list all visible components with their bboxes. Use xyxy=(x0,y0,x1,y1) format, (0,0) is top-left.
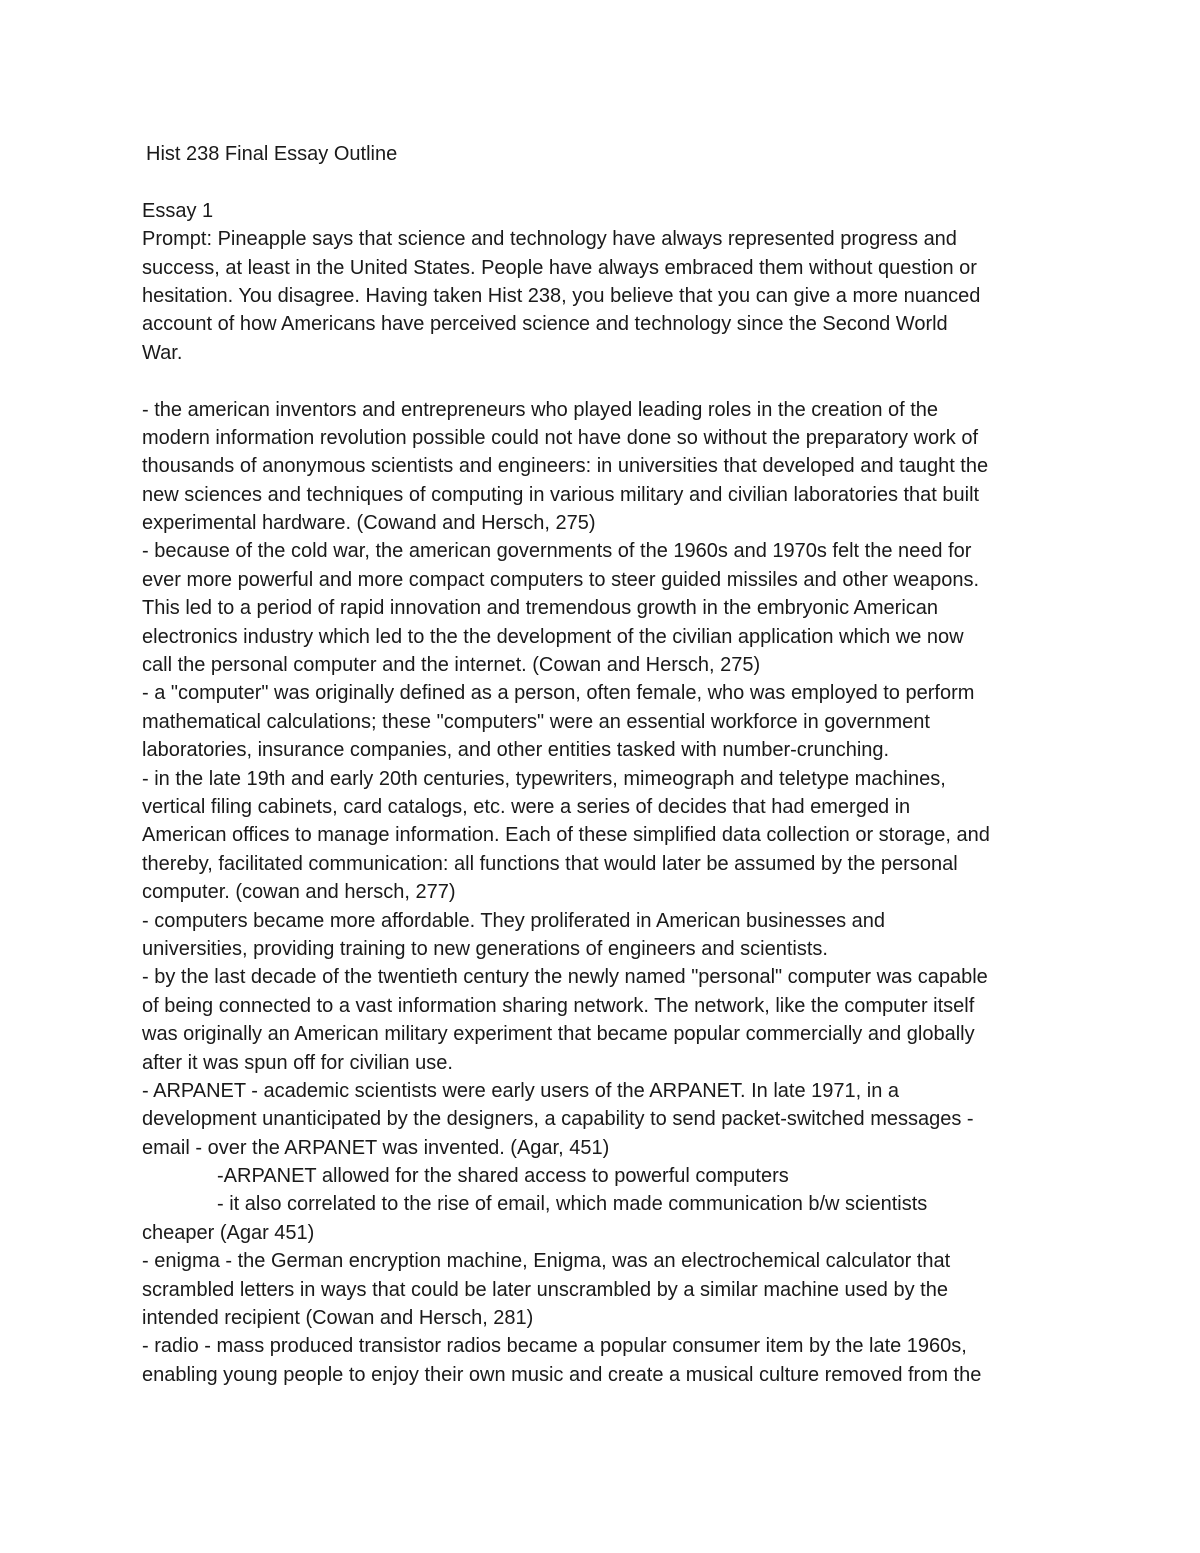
note-line: new sciences and techniques of computing in various military and civilian laboratories that built xyxy=(142,483,980,506)
note-line: was originally an American military experiment that became popular commercially and globally xyxy=(142,1023,975,1046)
note-line: - computers became more affordable. They proliferated in American businesses and xyxy=(142,909,885,932)
blank-line xyxy=(142,168,1072,196)
note-line: American offices to manage information. Each of these simplified data collection or storage, and xyxy=(142,824,990,847)
note-line: ever more powerful and more compact computers to steer guided missiles and other weapons. xyxy=(142,568,980,591)
prompt-line: Prompt: Pineapple says that science and technology have always represented progress and xyxy=(142,228,957,251)
prompt-line: account of how Americans have perceived science and technology since the Second World xyxy=(142,313,948,336)
note-line: vertical filing cabinets, card catalogs, etc. were a series of decides that had emerged in xyxy=(142,795,911,818)
note-line: - enigma - the German encryption machine, Enigma, was an electrochemical calculator that xyxy=(142,1250,951,1273)
prompt-paragraph xyxy=(142,225,1072,367)
note-line: enabling young people to enjoy their own music and create a musical culture removed from the xyxy=(142,1363,982,1386)
indented-note-line: - it also correlated to the rise of email, which made communication b/w scientists xyxy=(217,1193,928,1216)
note-line: - in the late 19th and early 20th centuries, typewriters, mimeograph and teletype machines, xyxy=(142,767,946,790)
note-line: intended recipient (Cowan and Hersch, 281) xyxy=(142,1307,534,1330)
note-line: - radio - mass produced transistor radios became a popular consumer item by the late 1960s, xyxy=(142,1335,967,1358)
essay-heading: Essay 1 xyxy=(142,199,214,222)
document-body xyxy=(142,140,1072,1389)
indented-note-line: -ARPANET allowed for the shared access to powerful computers xyxy=(217,1165,789,1188)
blank-line xyxy=(142,367,1072,395)
note-line: scrambled letters in ways that could be later unscrambled by a similar machine used by the xyxy=(142,1278,948,1301)
prompt-line: hesitation. You disagree. Having taken Hist 238, you believe that you can give a more nuanced xyxy=(142,284,981,307)
note-line: computer. (cowan and hersch, 277) xyxy=(142,881,456,904)
note-line: - ARPANET - academic scientists were early users of the ARPANET. In late 1971, in a xyxy=(142,1079,899,1102)
note-line: experimental hardware. (Cowand and Hersch, 275) xyxy=(142,512,596,535)
note-line: - the american inventors and entrepreneurs who played leading roles in the creation of the xyxy=(142,398,939,421)
note-line: - by the last decade of the twentieth century the newly named "personal" computer was capable xyxy=(142,966,988,989)
note-line: - a "computer" was originally defined as a person, often female, who was employed to perform xyxy=(142,682,975,705)
prompt-line: success, at least in the United States. People have always embraced them without question or xyxy=(142,256,977,279)
note-line: mathematical calculations; these "computers" were an essential workforce in government xyxy=(142,710,930,733)
note-line: laboratories, insurance companies, and other entities tasked with number-crunching. xyxy=(142,739,890,762)
note-line: thousands of anonymous scientists and engineers: in universities that developed and taught the xyxy=(142,455,989,478)
note-line: cheaper (Agar 451) xyxy=(142,1221,315,1244)
document-title: Hist 238 Final Essay Outline xyxy=(146,143,398,165)
note-line: This led to a period of rapid innovation and tremendous growth in the embryonic American xyxy=(142,597,939,620)
note-line: development unanticipated by the designers, a capability to send packet-switched messages - xyxy=(142,1108,974,1131)
note-line: of being connected to a vast information sharing network. The network, like the computer itself xyxy=(142,994,975,1017)
prompt-line: War. xyxy=(142,341,183,364)
note-line: universities, providing training to new generations of engineers and scientists. xyxy=(142,937,828,960)
outline-notes xyxy=(142,396,1072,1390)
note-line: email - over the ARPANET was invented. (Agar, 451) xyxy=(142,1136,610,1159)
note-line: thereby, facilitated communication: all functions that would later be assumed by the personal xyxy=(142,852,958,875)
note-line: - because of the cold war, the american governments of the 1960s and 1970s felt the need for xyxy=(142,540,972,563)
note-line: modern information revolution possible could not have done so without the preparatory work of xyxy=(142,426,979,449)
note-line: after it was spun off for civilian use. xyxy=(142,1051,453,1074)
note-line: electronics industry which led to the the development of the civilian application which we now xyxy=(142,625,964,648)
note-line: call the personal computer and the internet. (Cowan and Hersch, 275) xyxy=(142,654,761,677)
